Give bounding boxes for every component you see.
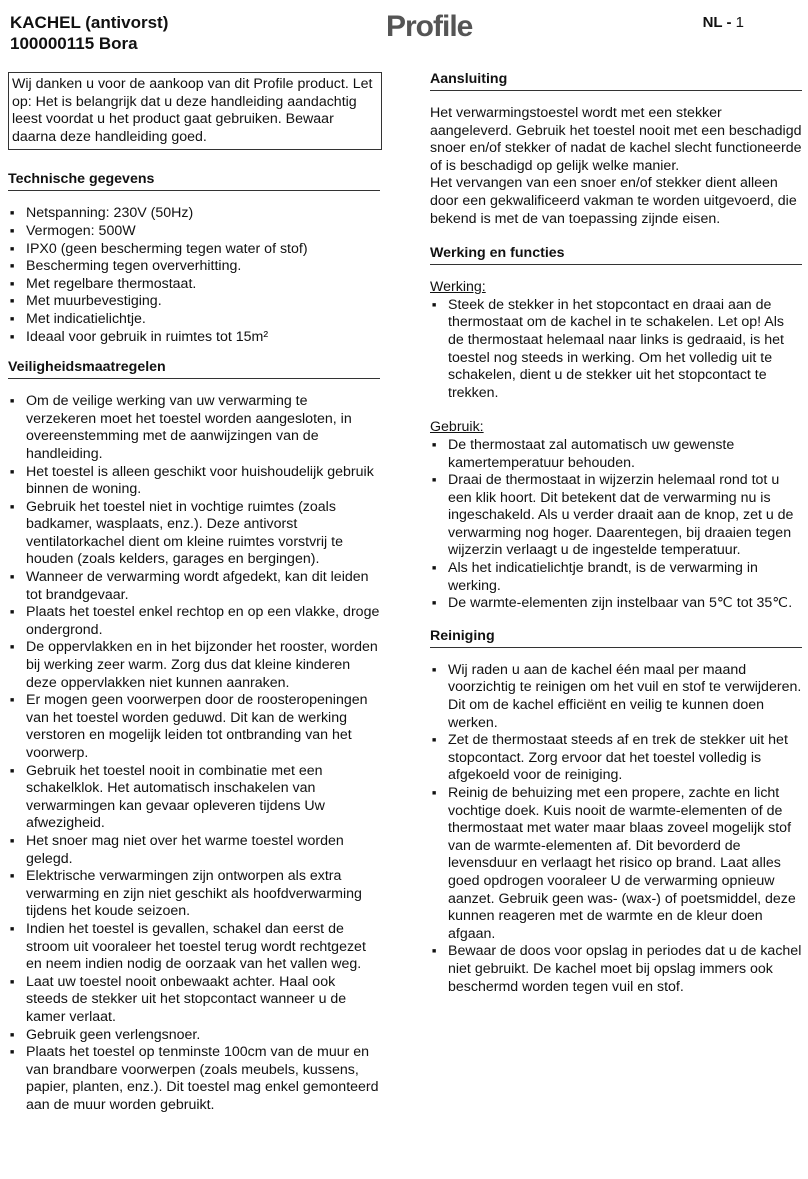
safety-list — [8, 393, 380, 1114]
profile-logo: Profile — [386, 10, 473, 43]
left-column — [8, 70, 380, 1114]
list-item: ■ Wij raden u aan de kachel één maal per maand voorzichtig te reinigen om het vuil en stof te verwijderen. Dit om de kachel efficiënt en veilig te kunnen doen werken. — [430, 662, 802, 732]
list-item: ■ Plaats het toestel op tenminste 100cm van de muur en van brandbare voorwerpen (zoals meubels, kussens, papier, planten, enz.). Dit toestel mag enkel gemonteerd aan de muur worden gebruikt. — [8, 1044, 380, 1114]
page-lang: NL - — [702, 14, 732, 31]
list-item: ■ Plaats het toestel enkel rechtop en op een vlakke, droge ondergrond. — [8, 604, 380, 639]
product-name: KACHEL (antivorst) — [10, 13, 169, 32]
working-label: Werking: — [430, 279, 486, 296]
list-item: ■ Het snoer mag niet over het warme toestel worden gelegd. — [8, 833, 380, 868]
connection-paragraph-2: Het vervangen van een snoer en/of stekker dient alleen door een gekwalificeerd vakman te worden uitgevoerd, die bekend is met de van toepassing zijnde eisen. — [430, 175, 797, 227]
page-number: 1 — [735, 14, 744, 31]
intro-box: Wij danken u voor de aankoop van dit Profile product. Let op: Het is belangrijk dat u deze handleiding aandachtig leest voordat u het product gaat gebruiken. Bewaar daarna deze handleiding goed. — [8, 72, 382, 150]
list-item: ■ Gebruik het toestel nooit in combinatie met een schakelklok. Het automatisch inschakelen van verwarmingen kan gevaar opleveren tijdens Uw afwezigheid. — [8, 763, 380, 833]
list-item: ■ Indien het toestel is gevallen, schakel dan eerst de stroom uit vooraleer het toestel terug wordt rechtgezet en neem indien nodig de oorzaak van het vallen weg. — [8, 921, 380, 974]
list-item: ■ Met indicatielichtje. — [8, 311, 380, 329]
list-item: ■ De oppervlakken en in het bijzonder het rooster, worden bij werking zeer warm. Zorg dus dat kleine kinderen deze oppervlakken niet kunnen aanraken. — [8, 639, 380, 692]
list-item: ■ Draai de thermostaat in wijzerzin helemaal rond tot u een klik hoort. Dit betekent dat de verwarming nu is ingeschakeld. Als u verder draait aan de knop, zet u de verwarming nog hoger. Daarentegen, bij draaien tegen wijzerzin verlaagt u de ingestelde temperatuur. — [430, 472, 802, 560]
list-item: ■ Ideaal voor gebruik in ruimtes tot 15m² — [8, 329, 380, 347]
connection-paragraph-1: Het verwarmingstoestel wordt met een stekker aangeleverd. Gebruik het toestel nooit met een beschadigd snoer en/of stekker of nadat de kachel slecht functioneerde of is beschadigd op gelijk welke manier. — [430, 105, 802, 174]
technical-heading: Technische gegevens — [8, 170, 380, 191]
list-item: ■ Wanneer de verwarming wordt afgedekt, kan dit leiden tot brandgevaar. — [8, 569, 380, 604]
working-list — [430, 297, 802, 403]
list-item: ■ Vermogen: 500W — [8, 223, 380, 241]
list-item: ■ Elektrische verwarmingen zijn ontworpen als extra verwarming en zijn niet geschikt als hoofdverwarming tijdens het koude seizoen. — [8, 868, 380, 921]
list-item: ■ De warmte-elementen zijn instelbaar van 5℃ tot 35℃. — [430, 595, 802, 613]
safety-heading: Veiligheidsmaatregelen — [8, 358, 380, 379]
cleaning-heading: Reiniging — [430, 627, 802, 648]
list-item: ■ Zet de thermostaat steeds af en trek de stekker uit het stopcontact. Zorg ervoor dat het toestel volledig is afgekoeld voor de reiniging. — [430, 732, 802, 785]
list-item: ■ Laat uw toestel nooit onbewaakt achter. Haal ook steeds de stekker uit het stopcontact wanneer u de kamer verlaat. — [8, 974, 380, 1027]
list-item: ■ Netspanning: 230V (50Hz) — [8, 205, 380, 223]
page-indicator — [703, 14, 744, 31]
use-list — [430, 437, 802, 613]
connection-heading: Aansluiting — [430, 70, 802, 91]
list-item: ■ Bewaar de doos voor opslag in periodes dat u de kachel niet gebruikt. De kachel moet bij opslag immers ook beschermd worden tegen vuil en stof. — [430, 943, 802, 996]
right-column — [430, 70, 802, 996]
list-item: ■ IPX0 (geen bescherming tegen water of stof) — [8, 241, 380, 259]
list-item: ■ Met muurbevestiging. — [8, 293, 380, 311]
list-item: ■ Als het indicatielichtje brandt, is de verwarming in werking. — [430, 560, 802, 595]
list-item: ■ Steek de stekker in het stopcontact en draai aan de thermostaat om de kachel in te schakelen. Let op! Als de thermostaat helemaal naar links is gedraaid, is het toestel nog steeds in werking. Om het volledig uit te schakelen, dient u de stekker uit het stopcontact te trekken. — [430, 297, 802, 403]
document-title — [10, 12, 168, 54]
list-item: ■ Gebruik geen verlengsnoer. — [8, 1027, 380, 1045]
cleaning-list — [430, 662, 802, 996]
list-item: ■ Bescherming tegen oververhitting. — [8, 258, 380, 276]
list-item: ■ Gebruik het toestel niet in vochtige ruimtes (zoals badkamer, wasplaats, enz.). Deze antivorst ventilatorkachel dient om kleine ruimtes vorstvrij te houden (zoals kelders, garages en bergingen). — [8, 499, 380, 569]
technical-list — [8, 205, 380, 346]
list-item: ■ Er mogen geen voorwerpen door de roosteropeningen van het toestel worden geduwd. Dit kan de werking verstoren en mogelijk leiden tot ontbranding van het voorwerp. — [8, 692, 380, 762]
list-item: ■ De thermostaat zal automatisch uw gewenste kamertemperatuur behouden. — [430, 437, 802, 472]
list-item: ■ Met regelbare thermostaat. — [8, 276, 380, 294]
use-label: Gebruik: — [430, 419, 484, 436]
product-code: 100000115 Bora — [10, 34, 138, 53]
list-item: ■ Reinig de behuizing met een propere, zachte en licht vochtige doek. Kuis nooit de warmte-elementen of de thermostaat met water maar blaas zoveel mogelijk stof van de warmte-elementen af. Dit bevorderd de levensduur en verlaagt het risico op brand. Laat alles goed opdrogen vooraleer U de verwarming opnieuw aanzet. Gebruik geen was- (wax-) of poetsmiddel, deze kunnen reageren met de warmte en de kleur doen afgaan. — [430, 785, 802, 943]
list-item: ■ Om de veilige werking van uw verwarming te verzekeren moet het toestel worden aangesloten, in overeenstemming met de aanwijzingen van de handleiding. — [8, 393, 380, 463]
operation-heading: Werking en functies — [430, 244, 802, 265]
list-item: ■ Het toestel is alleen geschikt voor huishoudelijk gebruik binnen de woning. — [8, 464, 380, 499]
